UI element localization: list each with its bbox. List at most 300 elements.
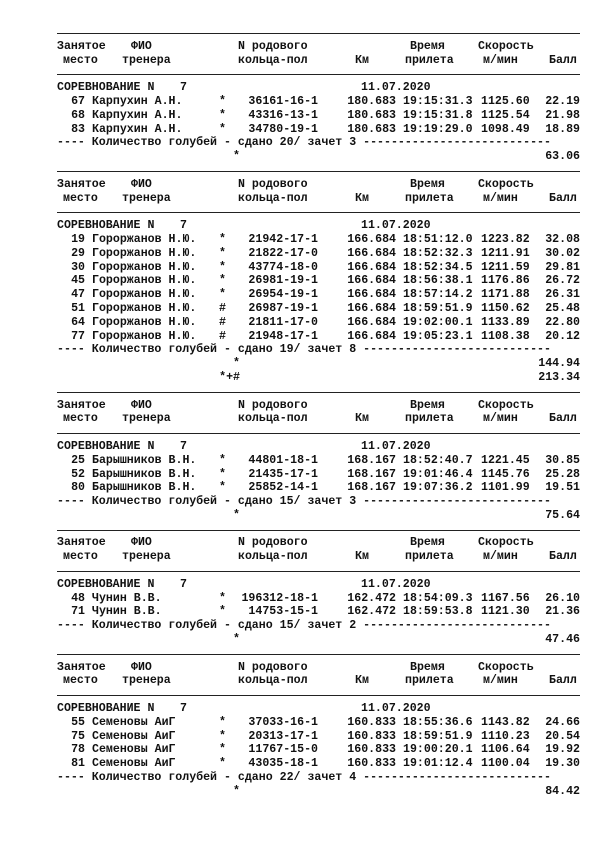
header-speed: Скорость [478,398,534,412]
header-score: Балл [549,191,577,205]
score-cell: 26.31 [545,288,580,302]
header-place: Занятое [57,660,106,674]
header-row-2 [0,412,600,426]
mark-cell: * [219,467,226,481]
competition-row [0,440,600,454]
speed-cell: 1108.38 [481,329,530,343]
time-cell: 19:15:31.3 [403,94,473,108]
trainer-name: Барышников В.Н. [92,481,197,495]
km-cell: 162.472 [347,605,396,619]
ring-cell: 21435-17-1 [248,467,318,481]
header-ring: N родового [238,536,308,550]
km-cell: 180.683 [347,122,396,136]
header-speed-unit: м/мин [483,674,518,688]
header-row-2 [0,674,600,688]
time-cell: 18:52:32.3 [403,246,473,260]
header-fio: ФИО [131,660,152,674]
pigeon-count-summary: ---- Количество голубей - сдано 22/ зачет 4 --------------------------- [57,771,551,785]
competition-label: СОРЕВНОВАНИЕ N [57,219,155,233]
competition-row [0,81,600,95]
speed-cell: 1125.60 [481,94,530,108]
mark-cell: * [219,122,226,136]
km-cell: 162.472 [347,591,396,605]
mark-cell: * [219,246,226,260]
score-cell: 20.54 [545,729,580,743]
header-ring-2: кольца-пол [238,412,308,426]
speed-cell: 1221.45 [481,453,530,467]
mark-cell: # [219,301,226,315]
header-ring-2: кольца-пол [238,191,308,205]
header-place-2: место [63,412,98,426]
result-row [0,95,600,109]
speed-cell: 1167.56 [481,591,530,605]
trainer-name: Карпухин А.Н. [92,94,183,108]
result-row [0,716,600,730]
score-cell: 25.48 [545,301,580,315]
km-cell: 180.683 [347,108,396,122]
header-place-2: место [63,674,98,688]
pigeon-count-summary: ---- Количество голубей - сдано 19/ зачет 8 --------------------------- [57,343,551,357]
time-cell: 18:52:40.7 [403,453,473,467]
trainer-name: Гороржанов Н.Ю. [92,274,197,288]
header-speed-unit: м/мин [483,550,518,564]
header-score: Балл [549,53,577,67]
result-row [0,123,600,137]
place-cell: 55 [71,715,85,729]
score-cell: 32.08 [545,232,580,246]
score-cell: 25.28 [545,467,580,481]
competition-number: 7 [180,577,187,591]
header-row-2 [0,192,600,206]
mark-cell: * [219,108,226,122]
result-row [0,261,600,275]
header-km: Км [355,53,369,67]
time-cell: 19:02:00.1 [403,315,473,329]
ring-cell: 20313-17-1 [248,729,318,743]
header-time: Время [410,398,445,412]
result-row [0,468,600,482]
header-place: Занятое [57,536,106,550]
speed-cell: 1171.88 [481,288,530,302]
ring-cell: 43035-18-1 [248,757,318,771]
place-cell: 29 [71,246,85,260]
trainer-name: Семеновы АиГ [92,757,176,771]
score-cell: 20.12 [545,329,580,343]
km-cell: 168.167 [347,453,396,467]
ring-cell: 14753-15-1 [248,605,318,619]
header-place: Занятое [57,398,106,412]
time-cell: 18:55:36.6 [403,715,473,729]
place-cell: 30 [71,260,85,274]
mark-cell: * [219,94,226,108]
total-score: 63.06 [545,150,580,164]
result-row [0,605,600,619]
trainer-name: Гороржанов Н.Ю. [92,260,197,274]
km-cell: 160.833 [347,729,396,743]
competition-number: 7 [180,81,187,95]
score-cell: 26.72 [545,274,580,288]
speed-cell: 1150.62 [481,301,530,315]
speed-cell: 1098.49 [481,122,530,136]
header-ring-2: кольца-пол [238,53,308,67]
speed-cell: 1133.89 [481,315,530,329]
time-cell: 19:07:36.2 [403,481,473,495]
header-ring-2: кольца-пол [238,674,308,688]
competition-date: 11.07.2020 [361,219,431,233]
header-arrival: прилета [405,550,454,564]
ring-cell: 36161-16-1 [248,94,318,108]
header-trainer: тренера [122,674,171,688]
time-cell: 18:59:53.8 [403,605,473,619]
ring-cell: 21811-17-0 [248,315,318,329]
trainer-name: Семеновы АиГ [92,743,176,757]
ring-cell: 26987-19-1 [248,301,318,315]
place-cell: 48 [71,591,85,605]
place-cell: 51 [71,301,85,315]
km-cell: 160.833 [347,715,396,729]
km-cell: 166.684 [347,301,396,315]
score-cell: 30.02 [545,246,580,260]
pigeon-count-summary: ---- Количество голубей - сдано 15/ зачет 2 --------------------------- [57,619,551,633]
ring-cell: 196312-18-1 [241,591,318,605]
competition-row [0,578,600,592]
header-arrival: прилета [405,412,454,426]
header-km: Км [355,191,369,205]
trainer-name: Чунин В.В. [92,591,162,605]
header-place: Занятое [57,177,106,191]
mark-cell: * [219,715,226,729]
mark-cell: * [219,591,226,605]
header-score: Балл [549,412,577,426]
total-score: 47.46 [545,633,580,647]
time-cell: 18:51:12.0 [403,232,473,246]
result-row [0,743,600,757]
km-cell: 166.684 [347,246,396,260]
header-km: Км [355,674,369,688]
time-cell: 19:05:23.1 [403,329,473,343]
header-arrival: прилета [405,674,454,688]
header-row-2 [0,550,600,564]
header-fio: ФИО [131,398,152,412]
header-trainer: тренера [122,191,171,205]
total-mark: * [233,508,240,522]
header-fio: ФИО [131,177,152,191]
trainer-name: Карпухин А.Н. [92,108,183,122]
competition-label: СОРЕВНОВАНИЕ N [57,439,155,453]
separator-line [0,26,600,40]
header-time: Время [410,536,445,550]
header-place-2: место [63,550,98,564]
speed-cell: 1121.30 [481,605,530,619]
km-cell: 180.683 [347,94,396,108]
ring-cell: 26981-19-1 [248,274,318,288]
header-speed: Скорость [478,39,534,53]
mark-cell: # [219,329,226,343]
speed-cell: 1211.59 [481,260,530,274]
time-cell: 18:54:09.3 [403,591,473,605]
header-km: Км [355,412,369,426]
time-cell: 19:15:31.8 [403,108,473,122]
speed-cell: 1125.54 [481,108,530,122]
ring-cell: 44801-18-1 [248,453,318,467]
place-cell: 78 [71,743,85,757]
total-row [0,150,600,164]
speed-cell: 1100.04 [481,757,530,771]
separator-line [0,523,600,537]
total-row [0,371,600,385]
header-row-2 [0,54,600,68]
km-cell: 160.833 [347,743,396,757]
competition-date: 11.07.2020 [361,702,431,716]
speed-cell: 1143.82 [481,715,530,729]
total-score: 75.64 [545,508,580,522]
trainer-name: Барышников В.Н. [92,467,197,481]
time-cell: 18:59:51.9 [403,301,473,315]
total-mark: *+# [219,370,240,384]
km-cell: 166.684 [347,315,396,329]
header-arrival: прилета [405,191,454,205]
mark-cell: * [219,232,226,246]
header-fio: ФИО [131,39,152,53]
ring-cell: 43316-13-1 [248,108,318,122]
separator-line [0,564,600,578]
total-row [0,785,600,799]
result-row [0,481,600,495]
competition-label: СОРЕВНОВАНИЕ N [57,577,155,591]
place-cell: 77 [71,329,85,343]
result-row [0,247,600,261]
result-row [0,302,600,316]
header-speed-unit: м/мин [483,412,518,426]
competition-label: СОРЕВНОВАНИЕ N [57,81,155,95]
mark-cell: * [219,481,226,495]
mark-cell: # [219,315,226,329]
km-cell: 166.684 [347,260,396,274]
trainer-name: Гороржанов Н.Ю. [92,301,197,315]
trainer-name: Карпухин А.Н. [92,122,183,136]
time-cell: 19:19:29.0 [403,122,473,136]
trainer-name: Барышников В.Н. [92,453,197,467]
time-cell: 18:57:14.2 [403,288,473,302]
trainer-name: Гороржанов Н.Ю. [92,329,197,343]
score-cell: 22.80 [545,315,580,329]
mark-cell: * [219,453,226,467]
header-score: Балл [549,550,577,564]
result-row [0,330,600,344]
total-score: 144.94 [538,357,580,371]
header-time: Время [410,39,445,53]
separator-line [0,164,600,178]
competition-number: 7 [180,439,187,453]
score-cell: 24.66 [545,715,580,729]
header-fio: ФИО [131,536,152,550]
time-cell: 18:52:34.5 [403,260,473,274]
result-row [0,288,600,302]
place-cell: 45 [71,274,85,288]
header-arrival: прилета [405,53,454,67]
pigeon-count-summary: ---- Количество голубей - сдано 20/ зачет 3 --------------------------- [57,136,551,150]
header-row-1 [0,178,600,192]
place-cell: 83 [71,122,85,136]
score-cell: 21.98 [545,108,580,122]
trainer-name: Гороржанов Н.Ю. [92,315,197,329]
header-place: Занятое [57,39,106,53]
place-cell: 80 [71,481,85,495]
place-cell: 25 [71,453,85,467]
header-trainer: тренера [122,412,171,426]
header-ring: N родового [238,39,308,53]
speed-cell: 1110.23 [481,729,530,743]
km-cell: 166.684 [347,329,396,343]
place-cell: 81 [71,757,85,771]
speed-cell: 1106.64 [481,743,530,757]
total-row [0,509,600,523]
competition-number: 7 [180,219,187,233]
ring-cell: 34780-19-1 [248,122,318,136]
place-cell: 47 [71,288,85,302]
score-cell: 22.19 [545,94,580,108]
speed-cell: 1223.82 [481,232,530,246]
header-trainer: тренера [122,53,171,67]
place-cell: 52 [71,467,85,481]
ring-cell: 21822-17-0 [248,246,318,260]
trainer-name: Чунин В.В. [92,605,162,619]
separator-line [0,647,600,661]
header-row-1 [0,536,600,550]
time-cell: 18:59:51.9 [403,729,473,743]
header-row-1 [0,399,600,413]
header-speed: Скорость [478,177,534,191]
mark-cell: * [219,743,226,757]
score-cell: 19.30 [545,757,580,771]
place-cell: 19 [71,232,85,246]
score-cell: 19.92 [545,743,580,757]
km-cell: 160.833 [347,757,396,771]
header-ring: N родового [238,660,308,674]
total-row [0,633,600,647]
total-row [0,357,600,371]
ring-cell: 37033-16-1 [248,715,318,729]
ring-cell: 21942-17-1 [248,232,318,246]
header-time: Время [410,660,445,674]
time-cell: 18:56:38.1 [403,274,473,288]
separator-line [0,67,600,81]
total-score: 84.42 [545,784,580,798]
trainer-name: Гороржанов Н.Ю. [92,232,197,246]
place-cell: 75 [71,729,85,743]
place-cell: 64 [71,315,85,329]
header-ring: N родового [238,177,308,191]
header-score: Балл [549,674,577,688]
header-speed: Скорость [478,660,534,674]
ring-cell: 11767-15-0 [248,743,318,757]
competition-label: СОРЕВНОВАНИЕ N [57,702,155,716]
km-cell: 166.684 [347,274,396,288]
ring-cell: 21948-17-1 [248,329,318,343]
score-cell: 29.81 [545,260,580,274]
mark-cell: * [219,274,226,288]
total-mark: * [233,784,240,798]
time-cell: 19:01:12.4 [403,757,473,771]
pigeon-count-summary: ---- Количество голубей - сдано 15/ зачет 3 --------------------------- [57,495,551,509]
trainer-name: Семеновы АиГ [92,715,176,729]
competition-date: 11.07.2020 [361,577,431,591]
summary-line [0,771,600,785]
competition-date: 11.07.2020 [361,81,431,95]
time-cell: 19:00:20.1 [403,743,473,757]
total-mark: * [233,633,240,647]
summary-line [0,495,600,509]
result-row [0,274,600,288]
speed-cell: 1145.76 [481,467,530,481]
summary-line [0,343,600,357]
result-row [0,592,600,606]
total-mark: * [233,150,240,164]
score-cell: 19.51 [545,481,580,495]
header-trainer: тренера [122,550,171,564]
ring-cell: 43774-18-0 [248,260,318,274]
header-speed: Скорость [478,536,534,550]
header-row-1 [0,40,600,54]
trainer-name: Гороржанов Н.Ю. [92,288,197,302]
mark-cell: * [219,605,226,619]
competition-row [0,219,600,233]
header-ring: N родового [238,398,308,412]
score-cell: 21.36 [545,605,580,619]
result-row [0,730,600,744]
summary-line [0,619,600,633]
header-ring-2: кольца-пол [238,550,308,564]
header-speed-unit: м/мин [483,191,518,205]
mark-cell: * [219,729,226,743]
mark-cell: * [219,260,226,274]
result-row [0,109,600,123]
km-cell: 168.167 [347,467,396,481]
speed-cell: 1211.91 [481,246,530,260]
separator-line [0,688,600,702]
separator-line [0,426,600,440]
header-time: Время [410,177,445,191]
km-cell: 168.167 [347,481,396,495]
place-cell: 67 [71,94,85,108]
header-row-1 [0,661,600,675]
results-document [0,26,600,799]
speed-cell: 1101.99 [481,481,530,495]
total-score: 213.34 [538,370,580,384]
header-speed-unit: м/мин [483,53,518,67]
score-cell: 18.89 [545,122,580,136]
separator-line [0,385,600,399]
result-row [0,316,600,330]
time-cell: 19:01:46.4 [403,467,473,481]
trainer-name: Гороржанов Н.Ю. [92,246,197,260]
mark-cell: * [219,288,226,302]
result-row [0,454,600,468]
header-place-2: место [63,53,98,67]
km-cell: 166.684 [347,232,396,246]
place-cell: 68 [71,108,85,122]
score-cell: 30.85 [545,453,580,467]
header-km: Км [355,550,369,564]
km-cell: 166.684 [347,288,396,302]
separator-line [0,205,600,219]
total-mark: * [233,357,240,371]
result-row [0,757,600,771]
mark-cell: * [219,757,226,771]
trainer-name: Семеновы АиГ [92,729,176,743]
ring-cell: 26954-19-1 [248,288,318,302]
result-row [0,233,600,247]
